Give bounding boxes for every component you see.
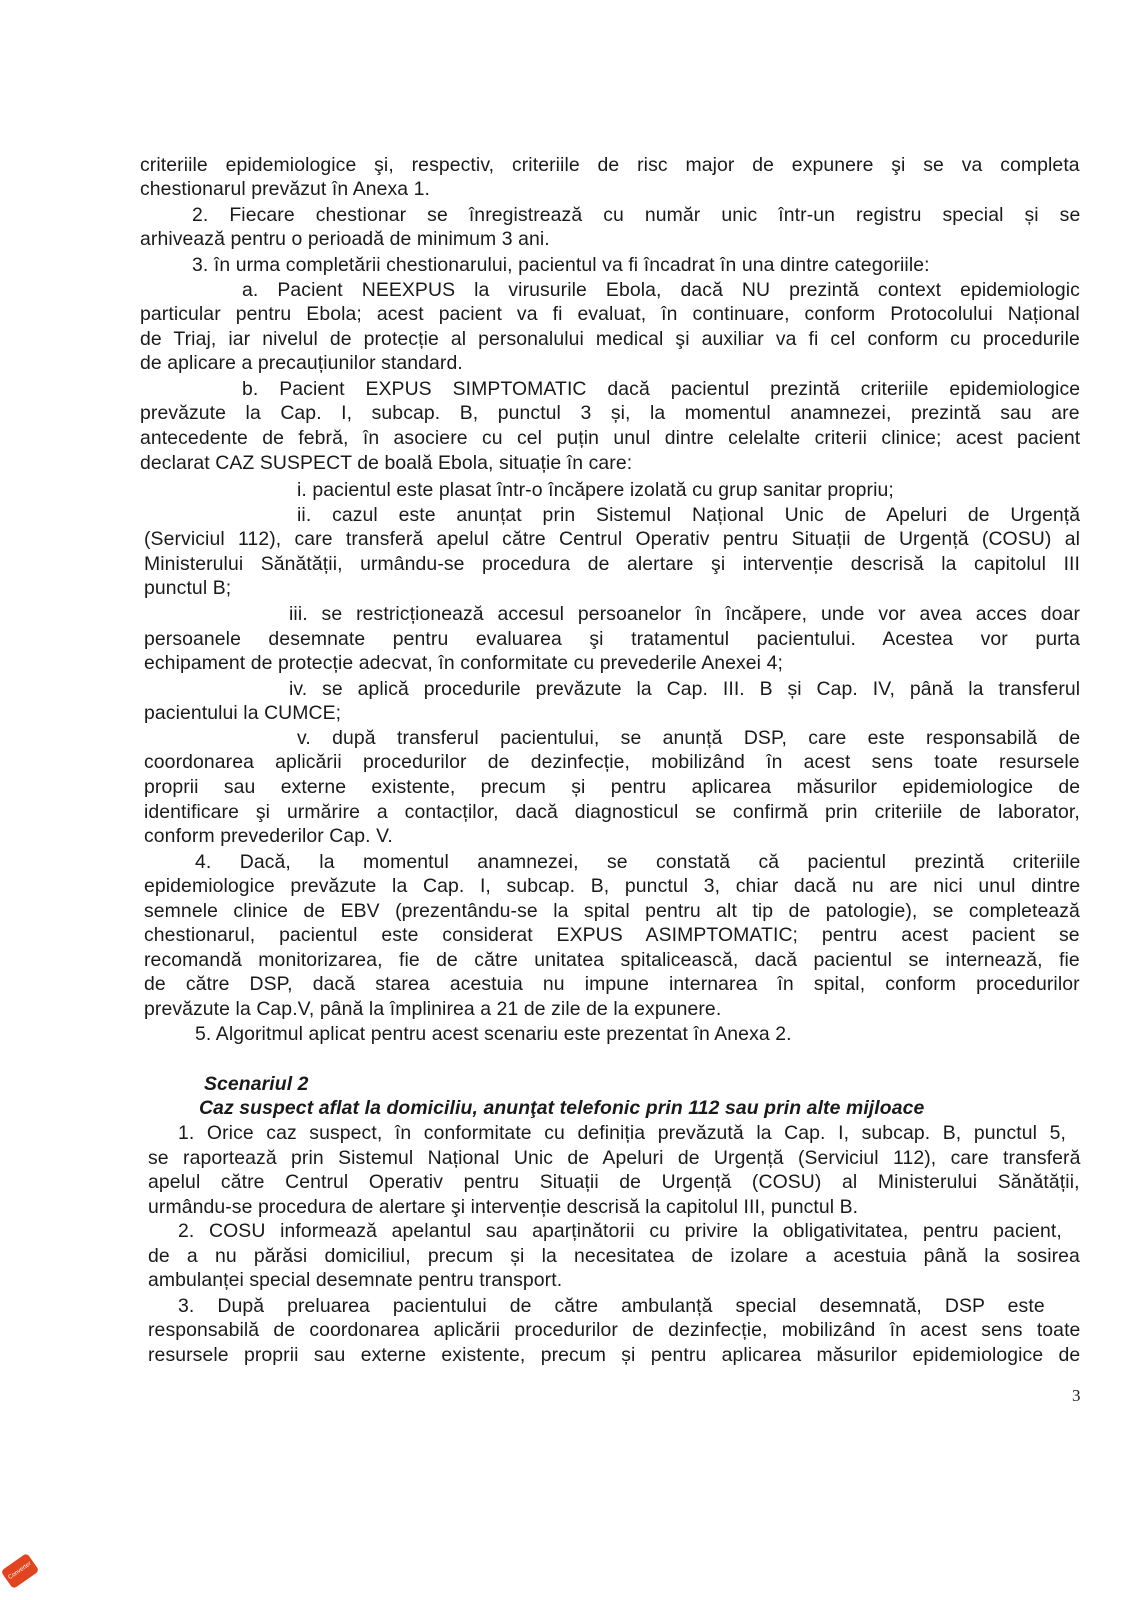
text-line: Ministerului Sănătății, urmându-se procedura de alertare şi intervenție descrisă la capitolul III bbox=[144, 553, 1081, 575]
text-line: de Triaj, iar nivelul de protecție al personalului medical şi auxiliar va fi cel conform cu procedurile bbox=[140, 328, 1080, 350]
text-line: echipament de protecție adecvat, în conformitate cu prevederile Anexei 4; bbox=[144, 652, 783, 674]
text-line: criteriile epidemiologice şi, respectiv, criteriile de risc major de expunere şi se va completa bbox=[140, 154, 1080, 176]
text-line: 5. Algoritmul aplicat pentru acest scenariu este prezentat în Anexa 2. bbox=[195, 1023, 792, 1045]
page-number: 3 bbox=[1072, 1386, 1081, 1405]
text-line: conform prevederilor Cap. V. bbox=[144, 825, 393, 847]
text-line: persoanele desemnate pentru evaluarea şi tratamentul pacientului. Acestea vor purta bbox=[144, 628, 1081, 650]
text-line: antecedente de febră, în asociere cu cel puțin unul dintre celelalte criterii clinice; acest pacient bbox=[140, 427, 1081, 449]
text-line: identificare şi urmărire a contacților, dacă diagnosticul se confirmă prin criteriile de laborator, bbox=[144, 801, 1080, 823]
text-line: recomandă monitorizarea, fie de către unitatea spitalicească, dacă pacientul se internează, fie bbox=[144, 949, 1080, 971]
text-line: resursele proprii sau externe existente, precum și pentru aplicarea măsurilor epidemiologice de bbox=[148, 1344, 1081, 1366]
text-line: de a nu părăsi domiciliul, precum și la necesitatea de izolare a acestuia până la sosirea bbox=[148, 1245, 1080, 1267]
text-line: (Serviciul 112), care transferă apelul către Centrul Operativ pentru Situații de Urgență (COSU) al bbox=[144, 528, 1080, 550]
text-line: 3. în urma completării chestionarului, pacientul va fi încadrat în una dintre categoriile: bbox=[192, 254, 930, 276]
text-line: iv. se aplică procedurile prevăzute la Cap. III. B și Cap. IV, până la transferul bbox=[289, 678, 1081, 700]
text-line: responsabilă de coordonarea aplicării procedurilor de dezinfecție, mobilizând în acest sens toate bbox=[148, 1319, 1081, 1341]
text-line: coordonarea aplicării procedurilor de dezinfecție, mobilizând în acest sens toate resursele bbox=[144, 751, 1080, 773]
text-line: prevăzute la Cap.V, până la împlinirea a 21 de zile de la expunere. bbox=[144, 998, 722, 1020]
text-line: se raportează prin Sistemul Național Unic de Apeluri de Urgență (Serviciul 112), care transferă bbox=[148, 1147, 1081, 1169]
text-line: 2. Fiecare chestionar se înregistrează cu număr unic într-un registru special și se bbox=[192, 204, 1081, 226]
text-line: proprii sau externe existente, precum și pentru aplicarea măsurilor epidemiologice de bbox=[144, 776, 1081, 798]
text-line: i. pacientul este plasat într-o încăpere izolată cu grup sanitar propriu; bbox=[297, 479, 894, 501]
text-line: ambulanței special desemnate pentru transport. bbox=[148, 1269, 563, 1291]
text-line: declarat CAZ SUSPECT de boală Ebola, situație în care: bbox=[140, 452, 633, 474]
text-line: arhivează pentru o perioadă de minimum 3 ani. bbox=[140, 228, 550, 250]
text-line: urmându-se procedura de alertare şi intervenție descrisă la capitolul III, punctul B. bbox=[148, 1196, 859, 1218]
text-line: prevăzute la Cap. I, subcap. B, punctul 3 și, la momentul anamnezei, prezintă sau are bbox=[140, 402, 1080, 424]
text-line: iii. se restricționează accesul persoanelor în încăpere, unde vor avea acces doar bbox=[289, 603, 1081, 625]
section-heading: Caz suspect aflat la domiciliu, anunţat telefonic prin 112 sau prin alte mijloace bbox=[199, 1097, 925, 1119]
text-line: chestionarul, pacientul este considerat EXPUS ASIMPTOMATIC; pentru acest pacient se bbox=[144, 924, 1080, 946]
text-line: pacientului la CUMCE; bbox=[144, 702, 342, 724]
text-line: punctul B; bbox=[144, 577, 232, 599]
text-line: de aplicare a precauțiunilor standard. bbox=[140, 352, 463, 374]
text-line: apelul către Centrul Operativ pentru Situații de Urgență (COSU) al Ministerului Sănătății, bbox=[148, 1171, 1080, 1193]
text-line: 4. Dacă, la momentul anamnezei, se constată că pacientul prezintă criteriile bbox=[195, 851, 1081, 873]
text-line: semnele clinice de EBV (prezentându-se la spital pentru alt tip de patologie), se completează bbox=[144, 900, 1080, 922]
text-line: particular pentru Ebola; acest pacient va fi evaluat, în continuare, conform Protocolului Național bbox=[140, 303, 1080, 325]
text-line: v. după transferul pacientului, se anunță DSP, care este responsabilă de bbox=[297, 727, 1081, 749]
text-line: ii. cazul este anunțat prin Sistemul Național Unic de Apeluri de Urgență bbox=[297, 504, 1081, 526]
text-line: 1. Orice caz suspect, în conformitate cu definiția prevăzută la Cap. I, subcap. B, punctul 5, bbox=[178, 1122, 1066, 1144]
text-line: 2. COSU informează apelantul sau aparținătorii cu privire la obligativitatea, pentru pacient, bbox=[178, 1220, 1062, 1242]
text-line: 3. După preluarea pacientului de către ambulanță special desemnată, DSP este bbox=[178, 1295, 1045, 1317]
text-line: chestionarul prevăzut în Anexa 1. bbox=[140, 178, 431, 200]
text-line: a. Pacient NEEXPUS la virusurile Ebola, dacă NU prezintă context epidemiologic bbox=[242, 279, 1080, 301]
text-line: b. Pacient EXPUS SIMPTOMATIC dacă pacientul prezintă criteriile epidemiologice bbox=[242, 378, 1081, 400]
section-heading: Scenariul 2 bbox=[204, 1073, 309, 1095]
text-line: epidemiologice prevăzute la Cap. I, subcap. B, punctul 3, chiar dacă nu are nici unul dintre bbox=[144, 875, 1081, 897]
converter-stamp: Converter bbox=[1, 1553, 40, 1589]
text-line: de către DSP, dacă starea acestuia nu impune internarea în spital, conform procedurilor bbox=[144, 973, 1080, 995]
